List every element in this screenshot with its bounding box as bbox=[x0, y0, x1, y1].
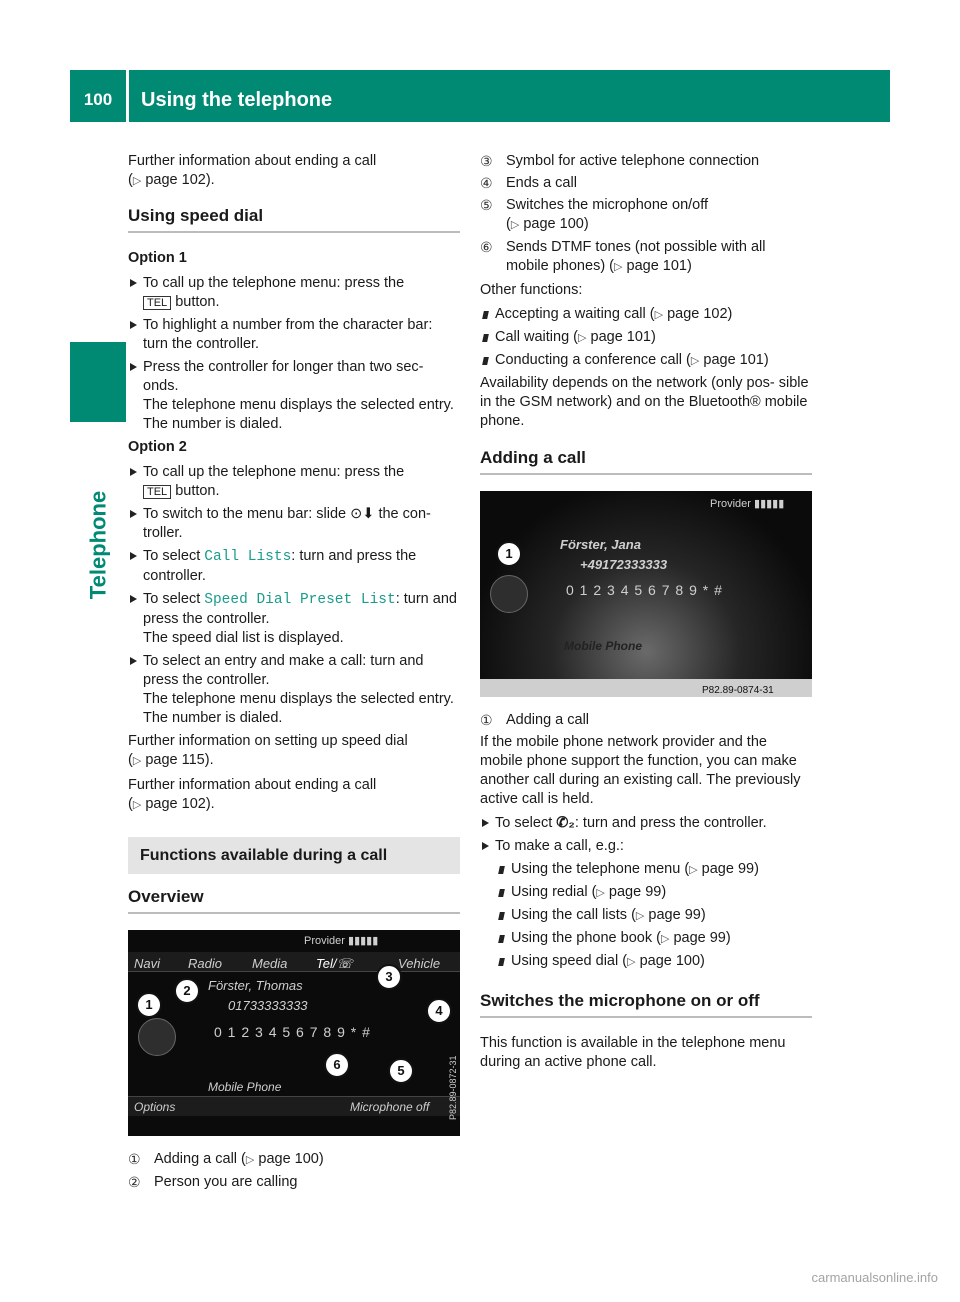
step: To select Speed Dial Preset List: turn and press the controller. The speed dial list is displayed. bbox=[128, 590, 460, 648]
callout-4: 4 bbox=[426, 998, 452, 1024]
watermark: carmanualsonline.info bbox=[811, 1270, 938, 1285]
step: To make a call, e.g.: bbox=[480, 837, 812, 856]
tel-key-icon: TEL bbox=[143, 296, 171, 310]
callout-6: 6 bbox=[324, 1052, 350, 1078]
header-divider bbox=[126, 70, 129, 122]
left-column bbox=[128, 152, 460, 1195]
callout-2: 2 bbox=[174, 978, 200, 1004]
callout-5: 5 bbox=[388, 1058, 414, 1084]
callout-3: 3 bbox=[376, 964, 402, 990]
option-1-label: Option 1 bbox=[128, 250, 187, 266]
page-title: Using the telephone bbox=[141, 89, 333, 111]
right-column bbox=[480, 152, 812, 1077]
section-tab bbox=[70, 342, 126, 422]
callout-1: 1 bbox=[496, 541, 522, 567]
intro-text: Further information about ending a call (▷ page 102). bbox=[128, 153, 377, 188]
heading-speed-dial: Using speed dial bbox=[128, 205, 460, 233]
adding-call-text: If the mobile phone network provider and the mobile phone support the function, you can make another call during an existing call. The previously active call is held. bbox=[480, 734, 801, 807]
legend-item: ⑤ Switches the microphone on/off (▷ page 100) bbox=[480, 197, 709, 232]
step: Press the controller for longer than two sec- onds. The telephone menu displays the selected entry. The number is dialed. bbox=[128, 358, 460, 434]
bullet: Using the telephone menu (▷ page 99) bbox=[496, 860, 812, 880]
microphone-text: This function is available in the telephone menu during an active phone call. bbox=[480, 1035, 786, 1070]
adding-call-screenshot: Provider ▮▮▮▮▮ Förster, Jana +49172333333 0 1 2 3 4 5 6 7 8 9 * # Mobile Phone P82.89-0874-31 1 bbox=[480, 491, 812, 697]
bullet: Using the call lists (▷ page 99) bbox=[496, 906, 812, 926]
page-number: 100 bbox=[83, 90, 113, 109]
legend-item: ⑥ Sends DTMF tones (not possible with all mobile phones) (▷ page 101) bbox=[480, 239, 766, 274]
legend-item: ① Adding a call (▷ page 100) bbox=[128, 1151, 324, 1167]
bullet: Accepting a waiting call (▷ page 102) bbox=[480, 305, 812, 325]
heading-adding-call: Adding a call bbox=[480, 447, 812, 475]
legend-item: ② Person you are calling bbox=[128, 1174, 298, 1190]
legend-item: ④ Ends a call bbox=[480, 175, 577, 191]
overview-screenshot: Provider ▮▮▮▮▮ Navi Radio Media Tel/☏ Vehicle Förster, Thomas 01733333333 0 1 2 3 4 5 6 7 8 9 * # Mobile Phone Options Microphone off P82.89-0872-31 1 2 3 4 5 6 bbox=[128, 930, 460, 1136]
step: To select Call Lists: turn and press the controller. bbox=[128, 547, 460, 586]
heading-functions: Functions available during a call bbox=[128, 837, 460, 874]
step: To switch to the menu bar: slide ⊙⬇ the con- troller. bbox=[128, 505, 460, 543]
step: To select an entry and make a call: turn and press the controller. The telephone menu displays the selected entry. The number is dialed. bbox=[128, 652, 460, 728]
step: To call up the telephone menu: press the TEL button. bbox=[128, 463, 460, 501]
legend-item: ③ Symbol for active telephone connection bbox=[480, 153, 760, 169]
step: To highlight a number from the character bar: turn the controller. bbox=[128, 316, 460, 354]
bullet: Call waiting (▷ page 101) bbox=[480, 328, 812, 348]
heading-microphone: Switches the microphone on or off bbox=[480, 990, 812, 1018]
bullet: Using speed dial (▷ page 100) bbox=[496, 952, 812, 972]
section-label: Telephone bbox=[85, 490, 111, 600]
tel-key-icon: TEL bbox=[143, 485, 171, 499]
further-info: Further information about ending a call (▷ page 102). bbox=[128, 777, 377, 812]
bullet: Using the phone book (▷ page 99) bbox=[496, 929, 812, 949]
step: To call up the telephone menu: press the TEL button. bbox=[128, 274, 460, 312]
bullet: Using redial (▷ page 99) bbox=[496, 883, 812, 903]
bullet: Conducting a conference call (▷ page 101) bbox=[480, 351, 812, 371]
phone-icon: ✆₂ bbox=[556, 815, 575, 831]
option-2-label: Option 2 bbox=[128, 439, 187, 455]
callout-1: 1 bbox=[136, 992, 162, 1018]
further-info: Further information on setting up speed dial (▷ page 115). bbox=[128, 733, 408, 768]
legend-item: ① Adding a call bbox=[480, 712, 590, 728]
step: To select ✆₂: turn and press the controller. bbox=[480, 814, 812, 833]
availability-text: Availability depends on the network (only pos- sible in the GSM network) and on the Bluetooth® mobile phone. bbox=[480, 375, 809, 429]
heading-overview: Overview bbox=[128, 886, 460, 914]
other-functions-label: Other functions: bbox=[480, 282, 583, 298]
page-header bbox=[70, 70, 890, 122]
